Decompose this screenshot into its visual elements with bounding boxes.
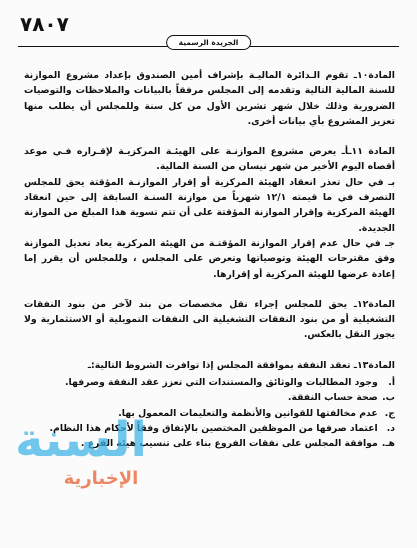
list-item-label: د. (386, 422, 395, 434)
list-item (24, 406, 395, 421)
gazette-header-label: الجريدة الرسمية (166, 35, 252, 50)
list-item-label: ب. (382, 392, 395, 404)
article-13 (24, 358, 395, 452)
list-item (24, 390, 395, 405)
article-11-para-b: بـ في حال تعذر انعقاد الهيئة المركزية أو إقرار الموازنـة المؤقتة يحق للمجلس التصرف في ما قيمته ١٢/١ شهرياً من موازنة السنـة السابقة إلى حين انعقاد الهيئة المركزية وإقرار الموازنة المؤقتة على أن تتم تسوية هذا المبلغ من الموازنة الجديدة. (24, 176, 395, 234)
list-item-label: ج. (384, 407, 395, 419)
page-number: ٧٨٠٧ (20, 12, 69, 36)
list-item-text: اعتماد صرفها من الموظفين المختصين بالإنفاق وفقاً لأحكام هذا النظام. (49, 422, 378, 434)
article-12 (24, 297, 395, 343)
article-12-heading: المادة١٢ـ (353, 298, 395, 310)
article-11-para-c: جـ في حال عدم إقرار الموازنة المؤقتـة من الهيئة المركزية يعاد تعديل الموازنة وفق مقترحات الهيئة وتوصياتها وتعرض على المجلس ، وللمجلس أن يقرر إما إعادة عرضها للهيئة المركزية أو إقرارها. (24, 237, 395, 280)
list-item-text: صحة حساب النفقة. (287, 392, 378, 404)
list-item-text: موافقة المجلس على نفقات الفروع بناء على تنسيب هيئة الفرع . (80, 438, 378, 450)
article-13-conditions-list (24, 375, 395, 451)
article-12-text: يحق للمجلس إجراء نقل مخصصات من بند لآخر من بنود النفقات التشغيلية أو من بنود النفقات التشغيلية الى النفقات التمويلية أو الاستثمارية ولا يجوز النقل بالعكس. (24, 298, 395, 341)
list-item (24, 375, 395, 390)
article-10 (24, 68, 395, 129)
watermark-main-text: السنة (14, 412, 148, 468)
article-10-heading: المادة١٠ـ (353, 70, 395, 81)
article-13-heading: المادة١٣ـ (353, 359, 395, 371)
list-item-text: عدم مخالفتها للقوانين والأنظمة والتعليمات المعمول بها. (118, 407, 378, 419)
article-11-heading: المادة ١١ـأـ (341, 146, 395, 158)
article-13-intro: تعقد النفقة بموافقة المجلس إذا توافرت الشروط التالية:ـ (87, 359, 351, 371)
list-item-label: هـ. (381, 438, 395, 450)
list-item (24, 421, 395, 436)
article-10-text: تقوم الـدائرة الماليـة بإشراف أمين الصندوق بإعداد مشروع الموازنة للسنة المالية التالية وتقدمه إلى المجلس مرفقاً بالبيانات والملاحظات والتوصيات الضرورية وذلك خلال شهر تشرين الأول من كل سنة وللمجلس أن يطلب منها تعزيز المشروع بأي بيانات أخرى. (24, 70, 395, 127)
article-11-para-a: يعرض مشروع الموازنـة على الهيئـة المركزيـة لإقـراره فـي موعد أقصاه اليوم الأخير من شهر نيسان من السنة المالية. (24, 146, 395, 173)
list-item-text: وجود المطالبات والوثائق والمستندات التي تعزز عقد النفقة وصرفها. (64, 377, 378, 389)
article-11 (24, 144, 395, 282)
list-item (24, 436, 395, 451)
list-item-label: أ. (388, 377, 395, 389)
document-body (24, 68, 395, 467)
watermark-sub-text: الإخبارية (63, 468, 139, 489)
